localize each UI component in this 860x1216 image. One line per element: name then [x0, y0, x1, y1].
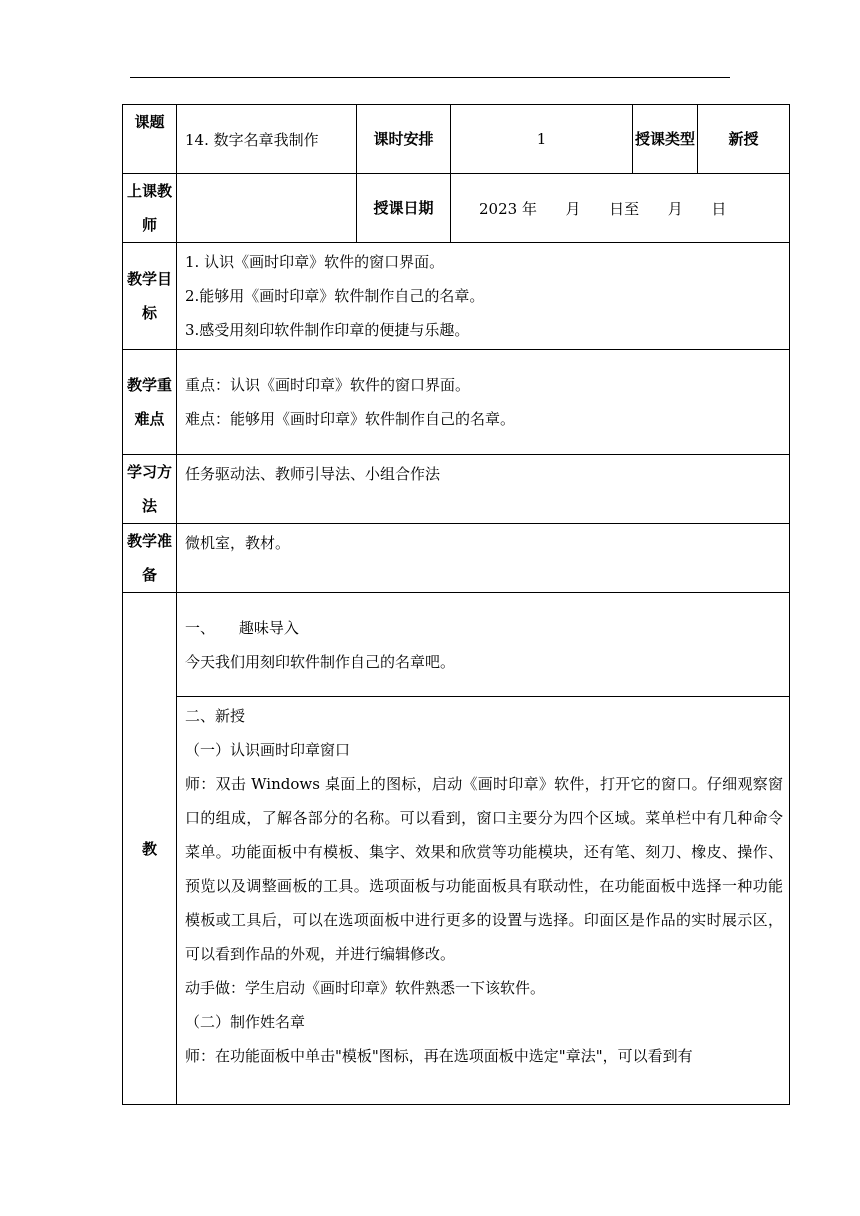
- key-points-content: [177, 350, 790, 455]
- row-process-intro: [123, 593, 790, 697]
- topic-label: 课题: [123, 105, 177, 174]
- goal-item: 2.能够用《画时印章》软件制作自己的名章。: [185, 287, 485, 305]
- lesson-type-label: 授课类型: [633, 105, 698, 174]
- intro-section: [177, 593, 790, 697]
- new-paragraph-1: 师：双击 Windows 桌面上的图标，启动《画时印章》软件，打开它的窗口。仔细观察窗口的组成，了解各部分的名称。可以看到，窗口主要分为四个区域。菜单栏中有几种命令菜单。功能面板中有模板、集字、效果和欣赏等功能模块，还有笔、刻刀、橡皮、操作、预览以及调整画板的工具。选项面板与功能面板具有联动性，在功能面板中选择一种功能模板或工具后，可以在选项面板中进行更多的设置与选择。印面区是作品的实时展示区，可以看到作品的外观，并进行编辑修改。: [185, 775, 783, 963]
- row-teacher-date: [123, 174, 790, 243]
- intro-text: 今天我们用刻印软件制作自己的名章吧。: [185, 652, 456, 671]
- goals-label: 教学目标: [123, 243, 177, 350]
- new-paragraph-2: 动手做：学生启动《画时印章》软件熟悉一下该软件。: [185, 979, 546, 997]
- new-subheading-2: （二）制作姓名章: [185, 1013, 306, 1031]
- preparation-content: 微机室，教材。: [177, 524, 790, 593]
- date-value: 2023 年 月 日至 月 日: [451, 174, 790, 243]
- lesson-plan-table: [122, 104, 790, 1105]
- goals-content: [177, 243, 790, 350]
- new-lesson-section: [177, 697, 790, 1105]
- key-points-label: 教学重难点: [123, 350, 177, 455]
- intro-heading: 一、 趣味导入: [185, 618, 299, 637]
- methods-label: 学习方法: [123, 455, 177, 524]
- hours-value: 1: [451, 105, 633, 174]
- new-paragraph-3: 师：在功能面板中单击"模板"图标，再在选项面板中选定"章法"，可以看到有: [185, 1047, 693, 1065]
- row-preparation: [123, 524, 790, 593]
- row-key-points: [123, 350, 790, 455]
- teacher-value: [177, 174, 357, 243]
- key-point-item: 重点：认识《画时印章》软件的窗口界面。: [185, 376, 471, 394]
- goal-item: 1. 认识《画时印章》软件的窗口界面。: [185, 253, 445, 271]
- goal-item: 3.感受用刻印软件制作印章的便捷与乐趣。: [185, 321, 470, 339]
- header-rule: [130, 77, 730, 78]
- key-point-item: 难点：能够用《画时印章》软件制作自己的名章。: [185, 410, 516, 428]
- new-heading: 二、新授: [185, 707, 246, 725]
- new-subheading-1: （一）认识画时印章窗口: [185, 741, 351, 759]
- process-label: 教: [123, 593, 177, 1105]
- row-topic: [123, 105, 790, 174]
- row-process-new: [123, 697, 790, 1105]
- hours-label: 课时安排: [357, 105, 451, 174]
- methods-content: 任务驱动法、教师引导法、小组合作法: [177, 455, 790, 524]
- row-goals: [123, 243, 790, 350]
- preparation-label: 教学准备: [123, 524, 177, 593]
- teacher-label: 上课教师: [123, 174, 177, 243]
- lesson-type-value: 新授: [698, 105, 790, 174]
- date-label: 授课日期: [357, 174, 451, 243]
- topic-value: 14. 数字名章我制作: [177, 105, 357, 174]
- row-methods: [123, 455, 790, 524]
